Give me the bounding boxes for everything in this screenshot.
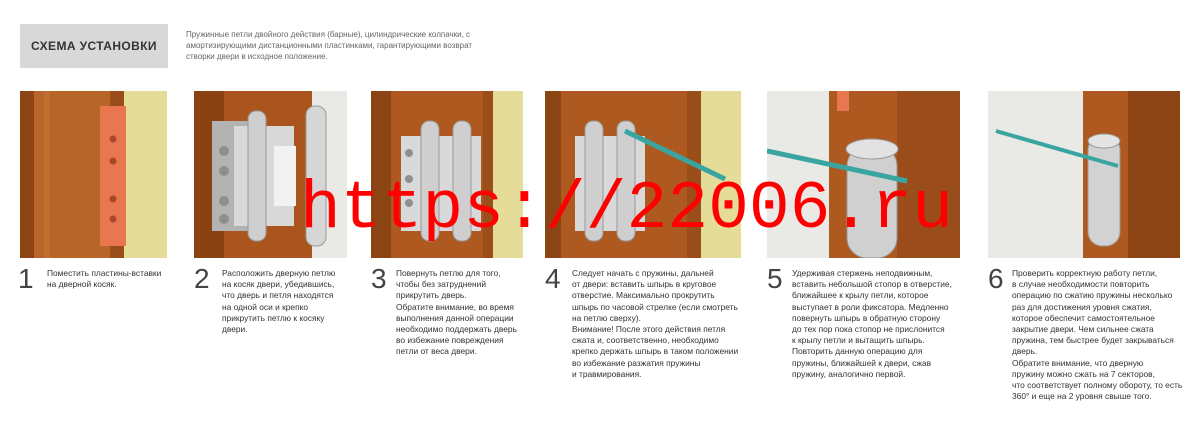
step-number-5: 5 (767, 263, 783, 294)
step-text-1: Поместить пластины-вставки на дверной косяк. (47, 268, 162, 290)
step-number-6: 6 (988, 263, 1004, 294)
step-text-4: Следует начать с пружины, дальней от двери: вставить шпырь в круговое отверстие. Максимально прокрутить шпырь по часовой стрелке (если смотреть на петлю сверху). Внимание! После этого действия петля сжата и, соответственно, необходимо крепко держать шпырь в таком положении во избежание разжатия пружины и травмирования. (572, 268, 739, 379)
step-number-1: 1 (18, 263, 34, 294)
step-text-3: Повернуть петлю для того, чтобы без затруднений прикрутить дверь. Обратите внимание, во время выполнения данной операции необходимо поддержать дверь во избежание повреждения петли от веса двери. (396, 268, 517, 357)
step-text-2: Расположить дверную петлю на косяк двери, убедившись, что дверь и петля находятся на одной оси и крепко прикрутить петлю к косяку двери. (222, 268, 336, 335)
step-text-6: Проверить корректную работу петли, в случае необходимости повторить операцию по сжатию пружины несколько раз для достижения уровня сжатия, которое обеспечит самостоятельное закрытие двери. Чем сильнее сжата пружина, тем быстрее будет закрываться дверь. Обратите внимание, что дверную пружину можно сжать на 7 секторов, что соответствует полному обороту, то есть 360° и еще на 2 уровня свыше того. (1012, 268, 1183, 402)
step-number-2: 2 (194, 263, 210, 294)
step-1-illustration (20, 91, 167, 258)
intro-text: Пружинные петли двойного действия (барные), цилиндрические колпачки, с амортизирующими дистанционными пластинками, гарантирующими возврат створки двери в исходное положение. (186, 30, 473, 61)
watermark: https://22006.ru (300, 171, 953, 248)
step-number-3: 3 (371, 263, 387, 294)
step-6-illustration (988, 91, 1180, 258)
section-title: СХЕМА УСТАНОВКИ (20, 24, 168, 68)
step-number-4: 4 (545, 263, 561, 294)
step-text-5: Удерживая стержень неподвижным, вставить небольшой стопор в отверстие, ближайшее к крылу петли, которое выступает в роли фиксатора. Медленно повернуть шпырь в обратную сторону до тех пор пока стопор не прислонится к крылу петли и вытащить шпырь. Повторить данную операцию для пружины, ближайшей к двери, сжав пружину, аналогично первой. (792, 268, 952, 379)
